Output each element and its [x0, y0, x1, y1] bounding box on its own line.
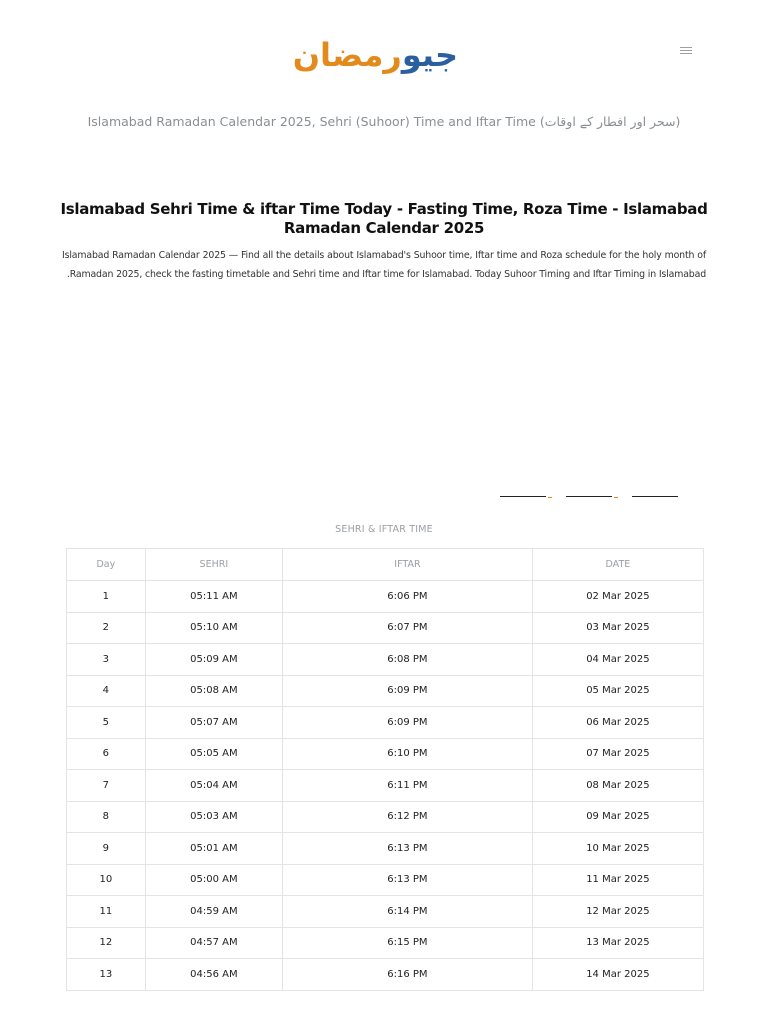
cell-iftar: 6:10 PM: [283, 738, 533, 770]
cell-iftar: 6:11 PM: [283, 770, 533, 802]
cell-day: 9: [67, 833, 146, 865]
table-row: [67, 896, 704, 928]
cell-sehri: 05:00 AM: [145, 864, 282, 896]
cell-iftar: 6:14 PM: [283, 896, 533, 928]
cell-sehri: 05:11 AM: [145, 581, 282, 613]
table-caption: SEHRI & IFTAR TIME: [335, 524, 433, 535]
cell-iftar: 6:13 PM: [283, 864, 533, 896]
cell-day: 13: [67, 959, 146, 991]
cell-day: 5: [67, 707, 146, 739]
table-row: [67, 864, 704, 896]
cell-iftar: 6:06 PM: [283, 581, 533, 613]
cell-day: 4: [67, 675, 146, 707]
cell-date: 08 Mar 2025: [532, 770, 703, 802]
table-row: [67, 927, 704, 959]
cell-sehri: 05:09 AM: [145, 644, 282, 676]
logo-text-geo: جیو: [401, 36, 458, 74]
cell-sehri: 05:10 AM: [145, 612, 282, 644]
page-title: Islamabad Sehri Time & iftar Time Today - Fasting Time, Roza Time - Islamabad Ramadan Calendar 2025: [60, 200, 708, 237]
cell-sehri: 05:04 AM: [145, 770, 282, 802]
cell-sehri: 05:05 AM: [145, 738, 282, 770]
cell-date: 10 Mar 2025: [532, 833, 703, 865]
cell-sehri: 05:01 AM: [145, 833, 282, 865]
tab-underline-1[interactable]: [500, 496, 546, 497]
table-row: [67, 959, 704, 991]
tab-underline-2[interactable]: [566, 496, 612, 497]
cell-iftar: 6:08 PM: [283, 644, 533, 676]
intro-paragraph: Islamabad Ramadan Calendar 2025 — Find all the details about Islamabad's Suhoor time, Iftar time and Roza schedule for the holy month of Ramadan 2025, check the fasting timetable and Sehri time and Iftar time for Islamabad. Today Suhoor Timing and Iftar Timing in Islamabad.: [62, 250, 706, 280]
table-row: [67, 707, 704, 739]
header-day: Day: [67, 549, 146, 581]
table-row: [67, 675, 704, 707]
cell-day: 1: [67, 581, 146, 613]
cell-sehri: 05:03 AM: [145, 801, 282, 833]
cell-date: 03 Mar 2025: [532, 612, 703, 644]
table-row: [67, 612, 704, 644]
subtitle-text: Islamabad Ramadan Calendar 2025, Sehri (Suhoor) Time and Iftar Time (: [87, 114, 545, 129]
cell-date: 02 Mar 2025: [532, 581, 703, 613]
tab-dot-1: [548, 497, 552, 498]
hamburger-icon[interactable]: [680, 47, 692, 59]
cell-day: 3: [67, 644, 146, 676]
cell-iftar: 6:07 PM: [283, 612, 533, 644]
table-header-row: [67, 549, 704, 581]
cell-date: 07 Mar 2025: [532, 738, 703, 770]
cell-sehri: 04:56 AM: [145, 959, 282, 991]
header-sehri: SEHRI: [145, 549, 282, 581]
logo-text-ramzan: رمضان: [292, 36, 402, 74]
table-row: [67, 644, 704, 676]
cell-iftar: 6:12 PM: [283, 801, 533, 833]
cell-date: 04 Mar 2025: [532, 644, 703, 676]
subtitle-urdu: سحر اور افطار کے اوقات: [544, 114, 676, 129]
cell-day: 7: [67, 770, 146, 802]
table-row: [67, 738, 704, 770]
cell-iftar: 6:16 PM: [283, 959, 533, 991]
page-subtitle: [0, 114, 768, 129]
cell-date: 09 Mar 2025: [532, 801, 703, 833]
cell-date: 12 Mar 2025: [532, 896, 703, 928]
cell-date: 06 Mar 2025: [532, 707, 703, 739]
cell-iftar: 6:09 PM: [283, 707, 533, 739]
cell-day: 8: [67, 801, 146, 833]
subtitle-close: ): [675, 114, 681, 129]
cell-iftar: 6:09 PM: [283, 675, 533, 707]
cell-date: 05 Mar 2025: [532, 675, 703, 707]
cell-sehri: 05:08 AM: [145, 675, 282, 707]
sehri-iftar-table: [66, 548, 704, 991]
header-date: DATE: [532, 549, 703, 581]
site-header: [0, 30, 768, 80]
cell-date: 14 Mar 2025: [532, 959, 703, 991]
cell-iftar: 6:15 PM: [283, 927, 533, 959]
cell-sehri: 05:07 AM: [145, 707, 282, 739]
table-body: [67, 581, 704, 991]
header-iftar: IFTAR: [283, 549, 533, 581]
cell-date: 11 Mar 2025: [532, 864, 703, 896]
cell-day: 12: [67, 927, 146, 959]
cell-day: 11: [67, 896, 146, 928]
table-row: [67, 581, 704, 613]
tab-dot-2: [614, 497, 618, 498]
cell-sehri: 04:59 AM: [145, 896, 282, 928]
tab-underline-3[interactable]: [632, 496, 678, 497]
table-row: [67, 801, 704, 833]
site-logo[interactable]: [292, 35, 458, 75]
cell-date: 13 Mar 2025: [532, 927, 703, 959]
cell-day: 2: [67, 612, 146, 644]
table-row: [67, 770, 704, 802]
cell-day: 6: [67, 738, 146, 770]
cell-day: 10: [67, 864, 146, 896]
cell-iftar: 6:13 PM: [283, 833, 533, 865]
cell-sehri: 04:57 AM: [145, 927, 282, 959]
table-row: [67, 833, 704, 865]
